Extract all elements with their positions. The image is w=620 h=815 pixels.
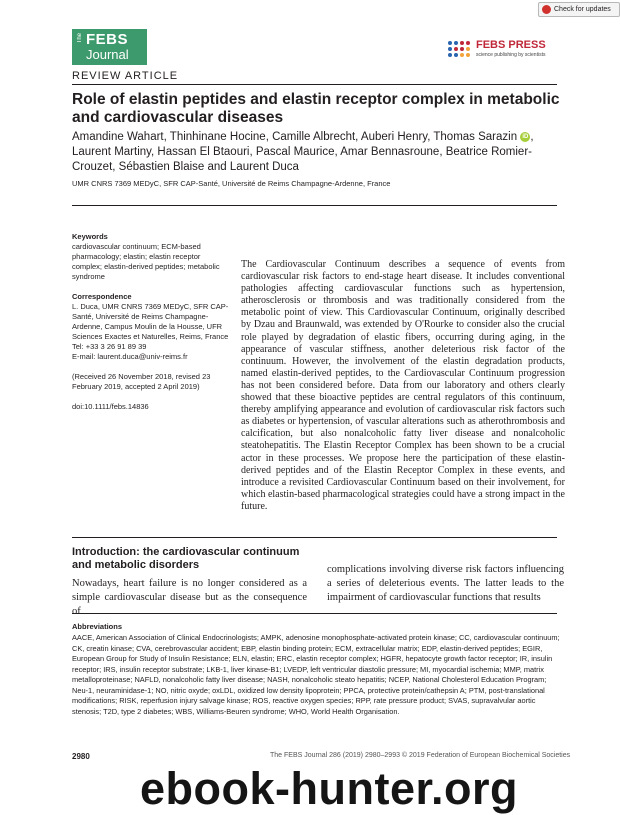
section-label: REVIEW ARTICLE (72, 70, 179, 82)
author-list: Amandine Wahart, Thinhinane Hocine, Camille Albrecht, Auberi Henry, Thomas Sarazin iD , Laurent Martiny, Hassan El Btaouri, Pascal Maurice, Amar Bennasroune, Beatrice Romier-Crouzet, Sébastien Blaise and Laurent Duca (72, 131, 534, 173)
correspondence-email[interactable]: E-mail: laurent.duca@univ-reims.fr (72, 352, 188, 361)
received-dates: (Received 26 November 2018, revised 23 February 2019, accepted 2 April 2019) (72, 372, 211, 391)
divider (72, 84, 557, 85)
watermark: ebook-hunter.org (140, 763, 518, 814)
orcid-icon[interactable]: iD (522, 133, 529, 140)
correspondence-tel: Tel: +33 3 26 91 89 39 (72, 342, 147, 351)
intro-text-right: complications involving diverse risk factors influencing a series of deleterious events. The latter leads to the impairment of cardiovascular functions that results (327, 564, 564, 603)
divider (72, 537, 557, 538)
check-for-updates-button[interactable] (538, 2, 620, 17)
abstract: The Cardiovascular Continuum describes a sequence of events from cardiovascular risk factors to end-stage heart disease. It includes conventional pathologies affecting cardiovascular functions such as hypertension, atherosclerosis or thrombosis and was traditionally considered from the metabolic point of view. This Cardiovascular Continuum, originally described by Dzau and Braunwald, was extended by O'Rourke to consider also the crucial role played by degradation of elastic fibers, occurring during aging, in the appearance of vascular stiffness, another deleterious risk factor of the continuum. However, the involvement of the elastin degradation products, named elastin-derived peptides, to the Cardiovascular Continuum progression has not been considered before. Data from our laboratory and others clearly showed that these bioactive peptides are central regulators of this continuum, thereby amplifying appearance and evolution of cardiovascular risk factors such as diabetes or hypertension, of vascular alterations such as atherothrombosis and calcification, but also nonalcoholic fatty liver disease and nonalcoholic steatohepatitis. The Elastin Receptor Complex has been shown to be a crucial actor in these processes. We propose here the participation of these elastin-derived peptides and of the Elastin Receptor Complex in these events, and introduce a revisited Cardiovascular Continuum based on their involvement, for which elastin-based pharmacological strategies could have a strong impact in the future. (241, 259, 565, 512)
keywords: cardiovascular continuum; ECM-based pharmacology; elastin; elastin receptor complex; elastin-derived peptides; metabolic syndrome (72, 242, 220, 281)
article-info-sidebar (72, 232, 232, 422)
abbreviations-heading: Abbreviations (72, 622, 123, 631)
febs-journal-logo: The FEBS Journal (72, 29, 147, 65)
correspondence-address: L. Duca, UMR CNRS 7369 MEDyC, SFR CAP-Santé, Université de Reims Champagne-Ardenne, Campus Moulin de la Housse, UFR Sciences Exactes et Naturelles, Reims, France (72, 302, 229, 341)
febs-press-dots-icon (446, 39, 472, 59)
intro-text-left: Nowadays, heart failure is no longer considered as a simple cardiovascular disease but as the consequence of (72, 578, 307, 617)
febs-press-logo: FEBS PRESS science publishing by scientists (446, 37, 556, 63)
affiliation: UMR CNRS 7369 MEDyC, SFR CAP-Santé, Université de Reims Champagne-Ardenne, France (72, 179, 391, 188)
article-title: Role of elastin peptides and elastin receptor complex in metabolic and cardiovascular diseases (72, 91, 560, 126)
divider (72, 205, 557, 206)
journal-footer: The FEBS Journal 286 (2019) 2980–2993 © 2019 Federation of European Biochemical Societies (270, 752, 571, 759)
intro-heading: Introduction: the cardiovascular continuum and metabolic disorders (72, 546, 300, 571)
keywords-heading: Keywords (72, 232, 108, 241)
divider (72, 613, 557, 614)
crossmark-icon (542, 5, 551, 14)
page-number: 2980 (72, 752, 90, 761)
check-for-updates-label: Check for updates (554, 6, 611, 13)
doi-link[interactable]: doi:10.1111/febs.14836 (72, 402, 149, 411)
correspondence-heading: Correspondence (72, 292, 132, 301)
abbreviations-text: AACE, American Association of Clinical Endocrinologists; AMPK, adenosine monophosphate-activated protein kinase; CC, cardiovascular continuum; CK, creatin kinase; CVA, cerebrovascular accident; EBP, elastin binding protein; ECM, extracellular matrix; EDP, elastin-derived peptides; EGIR, European Group for Study of Insulin Resistance; ELN, elastin; ERC, elastin receptor complex; HGFR, hepatocyte growth factor receptor; IR, insulin receptor; IRS, insulin receptor substrate; LKB-1, liver kinase-B1; LVEDP, left ventricular diastolic pressure; MI, myocardial ischemia; MMP, matrix metalloproteinase; NAFLD, nonalcoholic fatty liver disease; NASH, nonalcoholic steato hepatitis; NCEP, National Cholesterol Education Program; Neu-1, neuraminidase-1; NO, nitric oxyde; oxLDL, oxidized low density lipoprotein; PPCA, protective protein/cathepsin A; PTM, post-translational modifications; RISK, reperfusion injury salvage kinase; ROS, reactive oxygen species; RPP, rate pressure product; SVAS, supravalvular aortic stenosis; T2D, type 2 diabetes; WBS, Williams-Beuren syndrome; WHO, World Health Organisation. (72, 633, 560, 716)
